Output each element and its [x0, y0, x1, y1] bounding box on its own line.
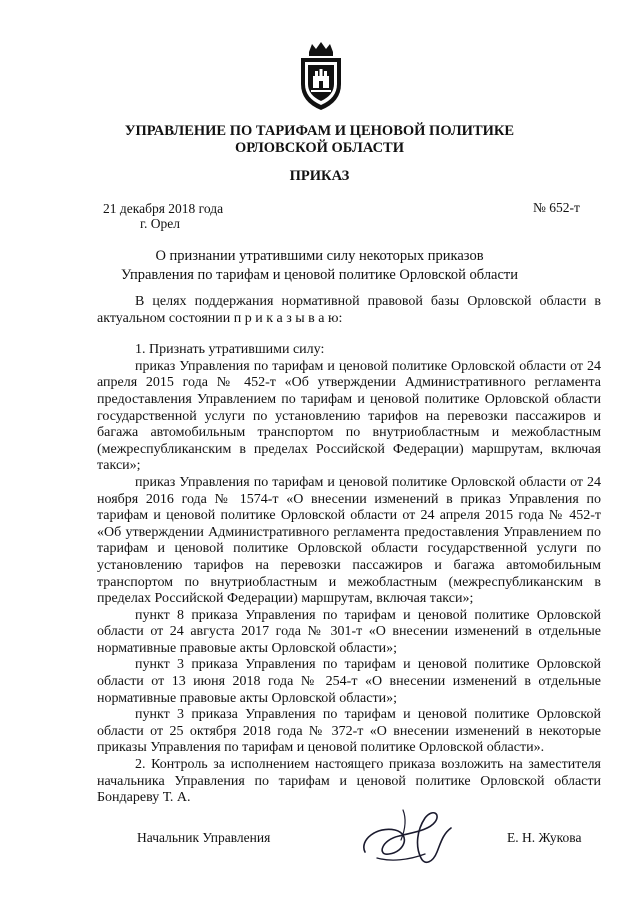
- order-number: № 652-т: [533, 200, 580, 215]
- coat-of-arms-icon: [295, 40, 347, 112]
- handwritten-signature: [355, 800, 465, 875]
- subject-line1: О признании утратившими силу некоторых приказов: [155, 248, 484, 264]
- item-2-paragraph: 2. Контроль за исполнением настоящего приказа возложить на заместителя начальника Управления по тарифам и ценовой политике Орловской области Бондареву Т. А.: [97, 757, 601, 806]
- revoked-act-5: пункт 3 приказа Управления по тарифам и ценовой политике Орловской области от 25 октября 2018 года № 372-т «О внесении изменений в некоторые приказы Управления по тарифам и ценовой политике Орловской области».: [97, 707, 601, 756]
- order-title: ПРИКАЗ: [289, 168, 350, 184]
- order-city: г. Орел: [140, 216, 180, 231]
- order-body: [97, 294, 601, 807]
- revoked-act-1: приказ Управления по тарифам и ценовой политике Орловской области от 24 апреля 2015 года № 452-т «Об утверждении Административного регламента предоставления Управлением по тарифам и ценовой политике Орловской области государственной услуги по установлению тарифов на перевозки пассажиров и багажа автомобильным транспортом по внутриобластным и межобластным (межреспубликанским в пределах Российской Федерации) маршрутам, включая такси»;: [97, 358, 601, 474]
- revoked-act-3: пункт 8 приказа Управления по тарифам и ценовой политике Орловской области от 24 августа 2017 года № 301-т «О внесении изменений в отдельные нормативные правовые акты Орловской области»;: [97, 607, 601, 656]
- organization-name-line2: ОРЛОВСКОЙ ОБЛАСТИ: [234, 140, 404, 156]
- signatory-name: Е. Н. Жукова: [507, 830, 582, 845]
- subject-line2: Управления по тарифам и ценовой политике Орловской области: [120, 267, 519, 283]
- order-date: 21 декабря 2018 года: [103, 201, 224, 216]
- signatory-role: Начальник Управления: [137, 830, 271, 845]
- organization-name-line1: УПРАВЛЕНИЕ ПО ТАРИФАМ И ЦЕНОВОЙ ПОЛИТИКЕ: [124, 123, 515, 139]
- revoked-act-2: приказ Управления по тарифам и ценовой политике Орловской области от 24 ноября 2016 года № 1574-т «О внесении изменений в приказ Управления по тарифам и ценовой политике Орловской области от 24 апреля 2015 года № 452-т «Об утверждении Административного регламента предоставления Управлением по тарифам и ценовой политике Орловской области государственной услуги по установлению тарифов на перевозки пассажиров и багажа автомобильным транспортом по внутриобластным и межобластным (межреспубликанским в пределах Российской Федерации) маршрутам, включая такси»;: [97, 474, 601, 607]
- revoked-act-4: пункт 3 приказа Управления по тарифам и ценовой политике Орловской области от 13 июня 2018 года № 254-т «О внесении изменений в отдельные нормативные правовые акты Орловской области»;: [97, 657, 601, 706]
- order-subject: [0, 247, 639, 285]
- preamble-paragraph: В целях поддержания нормативной правовой базы Орловской области в актуальном состоянии п р и к а з ы в а ю:: [97, 294, 601, 326]
- item-1-heading: 1. Признать утратившими силу:: [135, 342, 325, 358]
